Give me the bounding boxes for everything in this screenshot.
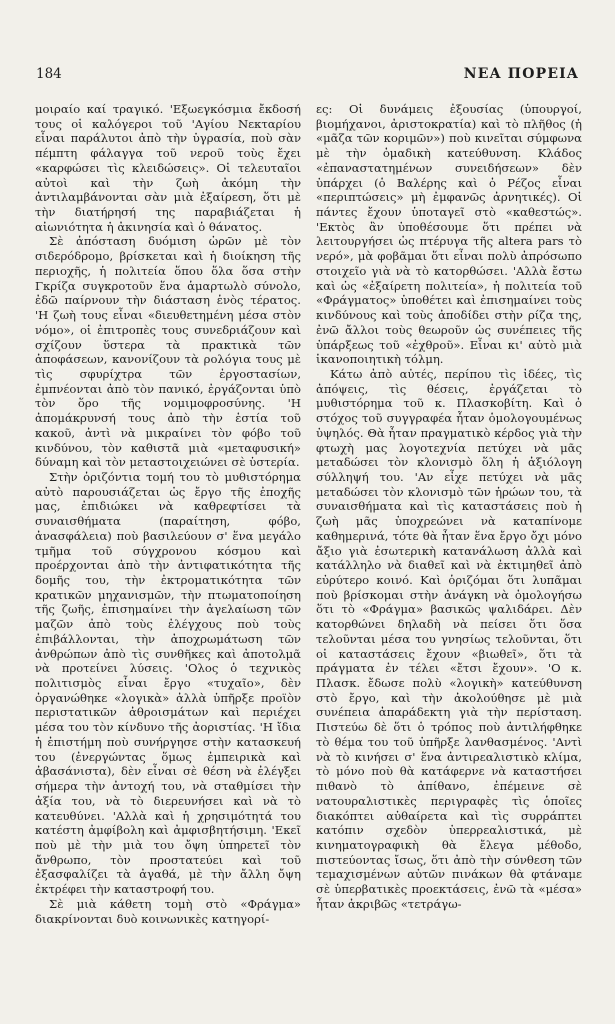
paragraph: Στὴν ὁριζόντια τομή του τὸ μυθιστόρημα αὐτὸ παρουσιάζεται ὡς ἔργο τῆς ἐποχῆς μας, ἐπιδιώκει νὰ καθρεφτίσει τὰ συναισθήματα (παραίτηση, φόβο, ἀνασφάλεια) ποὺ βασιλεύουν σ' ἕνα μεγάλο τμῆμα τοῦ σύγχρονου κόσμου καὶ προέρχονται ἀπὸ τὴν ἀντιφατικότητα τῆς δομῆς του, τὴν ἐκτροματικότητα τῶν κρατικῶν μηχανισμῶν, τὴν πτωματοποίηση τῆς ζωῆς, ἐπισημαίνει τὴν ἀγελαίωση τῶν μαζῶν ἀπὸ τοὺς ἐλέγχους ποὺ τοὺς ἐπιβάλλονται, τὴν ἀποχρωμάτωση τῶν ἀνθρώπων ἀπὸ τὶς συνθῆκες καὶ ἀποτολμᾶ νὰ προτείνει λύσεις. 'Ολος ὁ τεχνικὸς πολιτισμὸς εἶναι ἔργο «τυχαῖο», δὲν ὀργανώθηκε «λογικὰ» ἀλλὰ ὑπῆρξε προϊὸν περιστατικῶν ἀθροισμάτων καὶ περιέχει μέσα του τὸν κίνδυνο τῆς ἀοριστίας. 'Η ἴδια ἡ ἐπιστήμη ποὺ συνήργησε στὴν κατασκευή του (ἐνεργώντας ὅμως ἐμπειρικὰ καὶ ἀβασάνιστα), δὲν εἶναι σὲ θέση νὰ ἐλέγξει σήμερα τὴν ἀντοχή του, νὰ σταθμίσει τὴν ἀξία του, νὰ τὸ διερευνήσει καὶ νὰ τὸ κατευθύνει. 'Αλλὰ καὶ ἡ χρησιμότητά του κατέστη ἀμφίβολη καὶ ἀμφισβητήσιμη. 'Εκεῖ ποὺ μὲ τὴν μιὰ του ὄψη ὑπηρετεῖ τὸν ἄνθρωπο, τὸν προστατεύει καὶ τοῦ ἐξασφαλίζει τὰ ἀγαθά, μὲ τὴν ἄλλη ὄψη ἐκτρέφει τὴν καταστροφή του. (35, 469, 301, 897)
paragraph: μοιραίο καί τραγικό. 'Εξωεγκόσμια ἔκδοσή τους οἱ καλόγεροι τοῦ 'Αγίου Νεκταρίου εἶναι παράλυτοι ἀπὸ τὴν ὑγρασία, ποὺ σὰν πέμπτη φάλαγγα τοῦ νεροῦ τοὺς ἔχει «καρφώσει τὶς κλειδώσεις». Οἱ τελευταῖοι αὐτοὶ καὶ τὴν ζωὴ ἀκόμη τὴν ἀντιλαμβάνονται σὰν μιὰ ἐξαίρεση, ὅτι μὲ τὴν διατήρησή της παραβιάζεται ἡ αἰωνιότητα ἡ ἀκινησία καὶ ὁ θάνατος. (35, 102, 301, 234)
paragraph: Κάτω ἀπὸ αὐτές, περίπου τὶς ἰδέες, τὶς ἀπόψεις, τὶς θέσεις, ἐργάζεται τὸ μυθιστόρημα τοῦ κ. Πλασκοβίτη. Καὶ ὁ στόχος τοῦ συγγραφέα ἦταν ὁμολογουμένως ὑψηλός. Θὰ ἦταν πραγματικὸ κέρδος γιὰ τὴν φτωχὴ μας λογοτεχνία πετύχει νὰ μᾶς μεταδώσει τὸν κλονισμὸ ὅλη ἡ ἀξιόλογη σύλληψή του. 'Αν εἶχε πετύχει νὰ μᾶς μεταδώσει τὸν κλονισμὸ τῶν ἡρώων του, τὰ συναισθήματα καὶ τὶς καταστάσεις ποὺ ἡ ζωὴ μᾶς ὑποχρεώνει νὰ καταπίνομε καθημερινά, τότε θὰ ἦταν ἕνα ἔργο ὄχι μόνο ἄξιο γιὰ ἐσωτερικὴ κατανάλωση ἀλλὰ καὶ κατάλληλο νὰ διαθεῖ καὶ νὰ ἐκτιμηθεῖ ἀπὸ εὐρύτερο κοινό. Καὶ ὁριζόμαι ὅτι λυπᾶμαι ποὺ βρίσκομαι στὴν ἀνάγκη νὰ ὁμολογήσω ὅτι τὸ «Φράγμα» βασικῶς ψαλιδάρει. Δὲν κατορθώνει δηλαδὴ νὰ πείσει ὅτι ὅσα τελοῦνται μέσα του γνησίως τελοῦνται, ὅτι οἱ καταστάσεις ἔχουν «βιωθεῖ», ὅτι τὰ πράγματα ἐν τέλει «ἔτσι ἔχουν». 'Ο κ. Πλασκ. ἔδωσε πολὺ «λογικὴ» κατεύθυνση στὸ ἔργο, καὶ τὴν ἀκολούθησε μὲ μιὰ συνέπεια ἀπαράδεκτη γιὰ τὴν περίσταση. Πιστεύω δὲ ὅτι ὁ τρόπος ποὺ ἀντιλήφθηκε τὸ θέμα του τοῦ ὑπῆρξε λανθασμένος. 'Αντὶ νὰ τὸ κινήσει σ' ἕνα ἀντιρεαλιστικὸ κλίμα, τὸ μόνο ποὺ θὰ κατάφερνε νὰ καταστήσει πιθανὸ τὸ ἀπίθανο, ἐπέμεινε σὲ νατουραλιστικὲς περιγραφὲς τὶς ὁποῖες διακόπτει αὐθαίρετα καὶ τὶς συρράπτει κατόπιν σχεδὸν ὑπερρεαλιστικά, μὲ κινηματογραφικὴ θὰ ἔλεγα μέθοδο, πιστεύοντας ἴσως, ὅτι ἀπὸ τὴν σύνθεση τῶν τεμαχισμένων αὐτῶν πινάκων θὰ φτάναμε σὲ ὑπερβατικὲς προεκτάσεις, ἐνῶ τὰ «μέσα» ἦταν ἀκριβῶς «τετράγω- (316, 366, 582, 911)
page-number: 184 (36, 66, 62, 82)
running-head-title: ΝΕΑ ΠΟΡΕΙΑ (463, 66, 579, 82)
paragraph: Σὲ μιὰ κάθετη τομὴ στὸ «Φράγμα» διακρίνονται δυὸ κοινωνικὲς κατηγορί- (35, 896, 301, 926)
paragraph: Σὲ ἀπόσταση δυόμιση ὡρῶν μὲ τὸν σιδερόδρομο, βρίσκεται καὶ ἡ διοίκηση τῆς περιοχῆς, ἡ πολιτεία ὅπου ὅλα ὅσα στὴν Γκρίζα συγκροτοῦν ἕνα ἁμαρτωλὸ σύνολο, ἐδῶ παίρνουν τὴν διάσταση ἑνὸς τέρατος. 'Η ζωὴ τους εἶναι «διευθετημένη μέσα στὸν νόμο», οἱ ἐπιτροπὲς τους συνεδριάζουν καὶ σχίζουν ὕστερα τὰ πρακτικὰ τῶν ἀποφάσεων, κανονίζουν τὰ ρολόγια τους μὲ τὶς σφυρίχτρα τῶν ἐργοστασίων, ἐμπνέονται ἀπὸ τὸν πανικό, ἐργάζονται ὑπὸ τὸν ὅρο τῆς νομιμοφροσύνης. 'Η ἀπομάκρυνσή τους ἀπὸ τὴν ἑστία τοῦ κακοῦ, ἀντὶ νὰ μικραίνει τὸν φόβο τοῦ κινδύνου, τὸν καθιστᾶ μιὰ «μεταφυσική» δύναμη καὶ τὸν μεταστοιχειώνει σὲ ὑστερία. (35, 234, 301, 470)
paragraph: ες: Οἱ δυνάμεις ἐξουσίας (ὑπουργοί, βιομήχανοι, ἀριστοκρατία) καὶ τὸ πλῆθος (ἡ «μᾶζα τῶν κοριμῶν») ποὺ κινεῖται σύμφωνα μὲ τὴν ὁμαδικὴ κατεύθυνση. Κλάδος «ἐπαναστατημένων συνειδήσεων» δὲν ὑπάρχει (ὁ Βαλέρης καὶ ὁ Ρέζος εἶναι «περιπτώσεις» μὴ ἐμφανῶς ἀρνητικές). Οἱ πάντες ἔχουν ὑποταγεῖ στὸ «καθεστώς». 'Εκτὸς ἂν ὑποθέσουμε ὅτι πρέπει νὰ λειτουργήσει ὡς πτέρυγα τῆς altera pars τὸ νερό», μὰ φοβᾶμαι ὅτι εἶναι πολὺ ἀπρόσωπο στοιχεῖο γιὰ νὰ τὸ κατορθώσει. 'Αλλὰ ἔστω καὶ ὡς «ἐξαίρετη πολιτεία», ἡ πολιτεία τοῦ «Φράγματος» ὑποθέτει καὶ ἐπισημαίνει τοὺς κινδύνους καὶ τοὺς ἀποδίδει στὴν ρίζα της, ἐνῶ ἄλλοι τοὺς θεωροῦν ὡς συνέπειες τῆς ὑπάρξεως τοῦ «ἐχθροῦ». Εἶναι κι' αὐτὸ μιὰ ἱκανοποιητικὴ τόλμη. (316, 102, 582, 367)
right-column (316, 102, 582, 912)
left-column (35, 102, 301, 926)
page-header (36, 66, 579, 90)
